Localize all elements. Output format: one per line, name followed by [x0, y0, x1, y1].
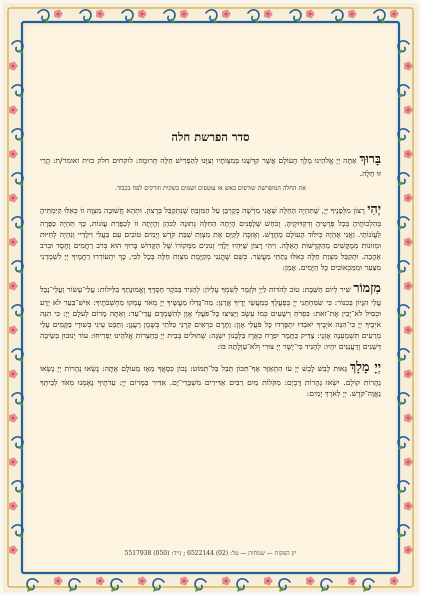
flower-center	[57, 580, 60, 583]
flower-center	[183, 13, 186, 16]
flower-center	[393, 580, 396, 583]
content-panel	[26, 26, 395, 569]
psalm93-paragraph	[40, 358, 381, 398]
flower-center	[407, 329, 410, 332]
flower-center	[407, 461, 410, 464]
flower-center	[12, 241, 15, 244]
prayer-first-word: יְהִי	[367, 201, 381, 217]
flower-center	[309, 580, 312, 583]
flower-center	[407, 285, 410, 288]
flower-center	[225, 580, 228, 583]
flower-center	[393, 13, 396, 16]
flower-center	[12, 109, 15, 112]
flower-center	[407, 505, 410, 508]
flower-center	[407, 109, 410, 112]
flower-center	[12, 329, 15, 332]
psalm93-text: גֵּאוּת לָבֵשׁ לָבֵשׁ יְיָ עֹז הִתְאַזָּר אַף־תִּכּוֹן תֵּבֵל בַּל־תִּמּוֹט: נָכוֹן כִּסְאֲךָ מֵאָז מֵעוֹלָם אָתָּה: נָשְׂאוּ נְהָרוֹת יְיָ נָשְׂאוּ נְהָרוֹת קוֹלָם. יִשְׂאוּ נְהָרוֹת דָּכְיָם: מִקֹּלוֹת מַיִם רַבִּים אַדִּירִים מִשְׁבְּרֵי־יָם. אַדִּיר בַּמָּרוֹם יְיָ: עֵדֹתֶיךָ נֶאֶמְנוּ מְאֹד לְבֵיתְךָ נַאֲוָה־קֹּדֶשׁ. יְיָ לְאֹרֶךְ יָמִים:	[40, 364, 381, 398]
flower-center	[12, 373, 15, 376]
flower-center	[407, 153, 410, 156]
flower-center	[99, 580, 102, 583]
flower-center	[183, 580, 186, 583]
psalm92-paragraph	[40, 279, 381, 352]
flower-center	[57, 13, 60, 16]
flower-center	[407, 197, 410, 200]
flower-center	[12, 65, 15, 68]
psalm93-first-word: יְיָ מָלָךְ	[350, 359, 381, 375]
flower-center	[407, 241, 410, 244]
flower-center	[12, 285, 15, 288]
psalm92-first-word: מִזְמוֹר	[353, 280, 381, 296]
flower-center	[407, 65, 410, 68]
flower-center	[12, 461, 15, 464]
blessing-paragraph	[40, 150, 381, 179]
flower-center	[407, 549, 410, 552]
flower-center	[351, 580, 354, 583]
blessing-first-word: בָּרוּךְ	[359, 151, 381, 166]
flower-center	[267, 580, 270, 583]
flower-center	[12, 197, 15, 200]
flower-center	[225, 13, 228, 16]
flower-center	[267, 13, 270, 16]
prayer-text: רָצוֹן מִלְּפָנֶיךָ יְיָ, שֶׁתִּהְיֶה הַחַלָּה שֶׁאֲנִי מַרְשָׁה כְּקָרְבָּן עַל הַמִּזְבֵּחַ שֶׁנִּתְקַבֵּל בְּרָצוֹן. וּתְהֵא חֲשׁוּבָה מִצְוָה זוֹ כְּאִלּוּ קִיַּמְתִּיהָ בְּהִלְכוֹתֶיהָ בְּכָל פְּרָטֶיהָ וְדִקְדּוּקֶיהָ. וְכֹחַשׁ שֶׁלָּפְנִים הָיְתָה הַחַלָּה נְתוּנָה לַכֹּהֵן וְהָיְתָה זוֹ לְכַפָּרַת עֲוֹנוֹת, כָּךְ תִּהְיֶה כַּפָּרָה לַעֲוֹנוֹתַי. וַאֲנִי אֶהְיֶה כְּיִלּוֹד הָעוֹלָם מֵחָדָשׁ. וְאֶזְכֶּה לְקַיֵּם אֶת מִצְוַת שַׁבַּת קֹדֶשׁ וְיָמִים טוֹבִים עִם בַּעֲלִי וִילָדַיי וְנִהְיֶה לְחַיּוּת וּמְזוֹנוֹת מְמֻקָּשִׁים מֵהַקְּדֻשּׁוֹת הָאֵלֶּה. וִיהִי רָצוֹן שֶׁיִּהְיוּ יְלָדַי זְנוּנִים מִמְּקוֹרוֹ שֶׁל הַקָּדוֹשׁ בָּרוּךְ הוּא בְּרֹב רַחֲמִים וָחֶסֶד וּבְרֹב אַהֲבָה. וּתְקַבֵּל מִצְוַת חַלָּה כְּאִלּוּ נָתַתִּי מַעֲשֵׂר. כְּשֵׁם שֶׁהֲנֵנִי מְקַיֶּמֶת מִצְוַת חַלָּה בְּכָל לִבִּי, כָּךְ יִתְעוֹרְרוּ רַחֲמֶיךָ יְיָ לִשְׁמָרֵנִי מִצַּעַר וּמִמַּכְאוֹבִים כָּל הַיָּמִים. אָמֵן:	[40, 206, 381, 273]
prayer-paragraph	[40, 200, 381, 273]
flower-center	[407, 417, 410, 420]
blessing-text: אַתָּה יְיָ אֱלֹהֵינוּ מֶלֶךְ הָעוֹלָם אֲשֶׁר קִדְּשָׁנוּ בְּמִצְוֹתָיו וְצִוָּנוּ לְהַפְרִישׁ חַלָּה תְּרוּמָה: לוקחים חלק כזית ואומר/ת: הֲרֵי זוּ חַלָּה.	[40, 156, 381, 179]
flower-center	[141, 13, 144, 16]
psalm92-text: שִׁיר לְיוֹם הַשַּׁבָּת: טוֹב לְהֹדוֹת לַיְיָ וּלְזַמֵּר לְשִׁמְךָ עֶלְיוֹן: לְהַגִּיד בַּבֹּקֶר חַסְדֶּךָ וֶאֱמוּנָתְךָ בַּלֵּילוֹת: עֲלֵי־עָשׂוֹר וַעֲלֵי־נָבֶל עֲלֵי הִגָּיוֹן בְּכִנּוֹר: כִּי שִׂמַּחְתַּנִי יְיָ בְּפָעֳלֶךָ בְּמַעֲשֵׂי יָדֶיךָ אֲרַנֵּן: מַה־גָּדְלוּ מַעֲשֶׂיךָ יְיָ מְאֹד עָמְקוּ מַחְשְׁבֹתֶיךָ: אִישׁ־בַּעַר לֹא יֵדָע וּכְסִיל לֹא־יָבִין אֶת־זֹאת: בִּפְרֹחַ רְשָׁעִים כְּמוֹ עֵשֶׂב וַיָּצִיצוּ כָּל־פֹּעֲלֵי אָוֶן לְהִשָּׁמְדָם עֲדֵי־עַד: וְאַתָּה מָרוֹם לְעֹלָם יְיָ: כִּי הִנֵּה אֹיְבֶיךָ יְיָ כִּי־הִנֵּה אֹיְבֶיךָ יֹאבֵדוּ יִתְפָּרְדוּ כָּל פֹּעֲלֵי אָוֶן: וַתָּרֶם כִּרְאֵים קַרְנִי בַּלֹּתִי בְּשֶׁמֶן רַעֲנָן: וַתַּבֵּט עֵינִי בְּשׁוּרָי בַּקָּמִים עָלַי מְרֵעִים תִּשְׁמַעְנָה אָזְנָי: צַדִּיק כַּתָּמָר יִפְרָח כְּאֶרֶז בַּלְּבָנוֹן יִשְׂגֶּה: שְׁתוּלִים בְּבֵית יְיָ בְּחַצְרוֹת אֱלֹהֵינוּ יַפְרִיחוּ: עוֹד יְנוּבוּן בְּשֵׂיבָה דְּשֵׁנִים וְרַעֲנַנִּים יִהְיוּ: לְהַגִּיד כִּי־יָשָׁר יְיָ צוּרִי וְלֹא־עַוְלָתָה בּוֹ:	[40, 285, 381, 352]
burning-note: את החלה המופרשת שורפים באש או עוטפים ושמים בשקית וזורקים לפח בכבוד.	[115, 185, 306, 193]
footer-contact: יזן הפקות — שמחות — טל: (02) 6522144 ; נייד: (050) 5517938	[124, 550, 297, 557]
flower-center	[12, 549, 15, 552]
flower-center	[407, 373, 410, 376]
flower-center	[351, 13, 354, 16]
flower-center	[12, 153, 15, 156]
flower-center	[141, 580, 144, 583]
flower-center	[99, 13, 102, 16]
page-title: סדר הפרשת חלה	[171, 130, 250, 144]
flower-center	[12, 417, 15, 420]
flower-center	[309, 13, 312, 16]
flower-center	[12, 505, 15, 508]
